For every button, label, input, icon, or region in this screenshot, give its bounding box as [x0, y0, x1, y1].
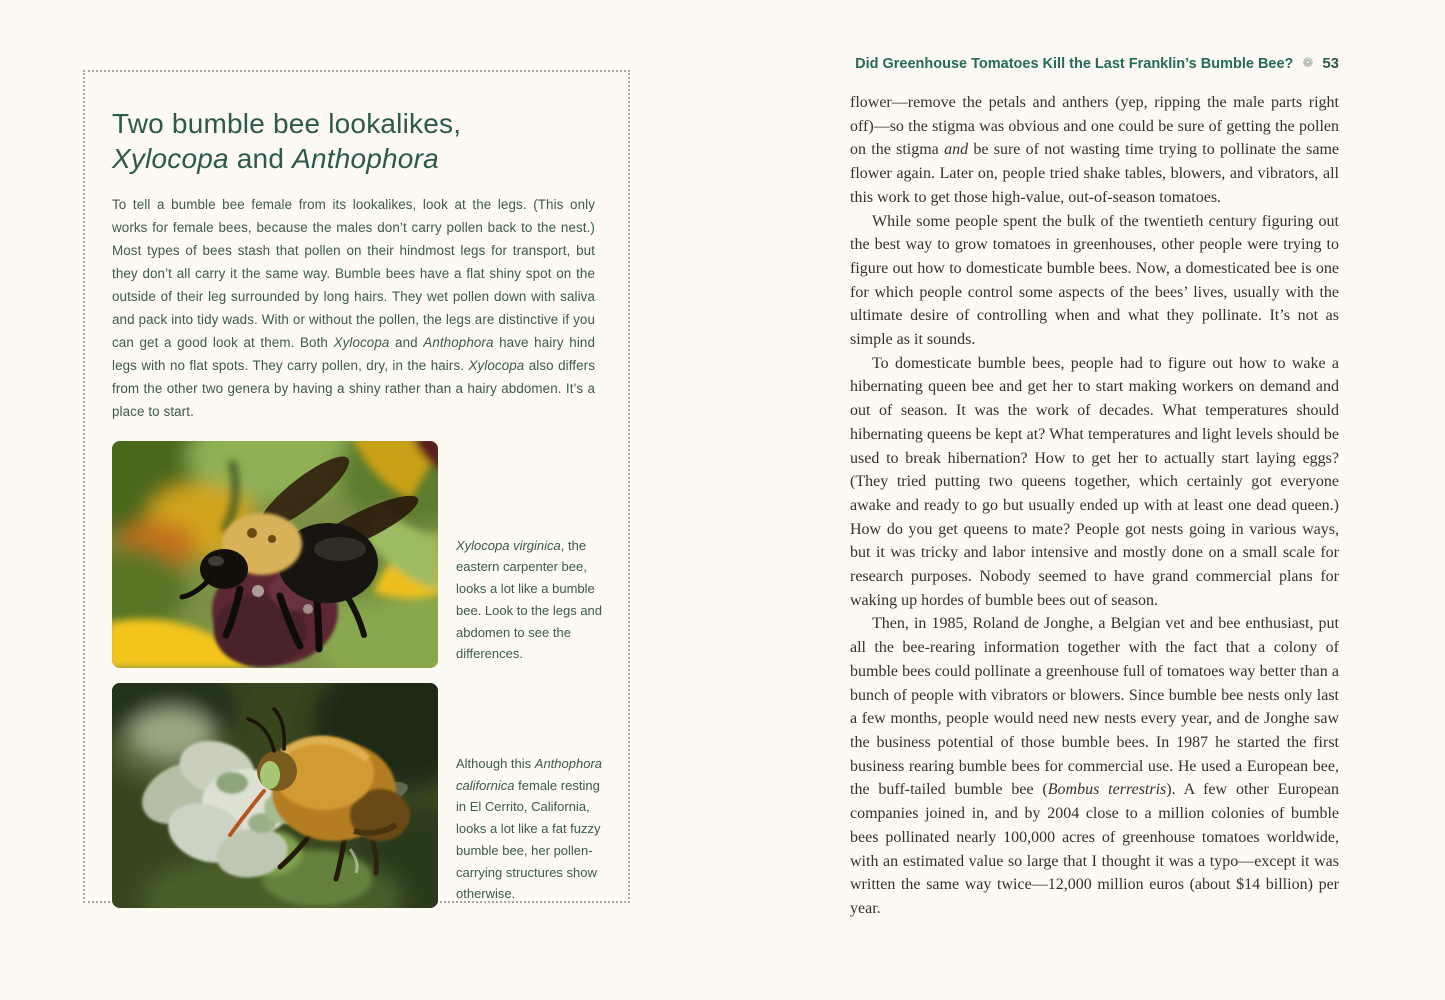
page-number: 53 — [1322, 55, 1339, 72]
photo-caption-anthophora: Although this Anthophora californica female resting in El Cerrito, California, looks a lot like a fat fuzzy bumble bee, her pollen-carrying structures show otherwise. — [456, 756, 603, 902]
running-header-title: Did Greenhouse Tomatoes Kill the Last Franklin’s Bumble Bee? — [855, 56, 1294, 72]
paragraph-4: Then, in 1985, Roland de Jonghe, a Belgian vet and bee enthusiast, put all the bee-rearing information together with the fact that a colony of bumble bees could pollinate a greenhouse full of tomatoes way better than a bunch of people with vibrators or blowers. Since bumble bee nests only last a few months, people would need new nests every year, and de Jonghe saw the business potential of those bumble bees. In 1987 he started the first business rearing bumble bees for commercial use. He used a European bee, the buff-tailed bumble bee (Bombus terrestris). A few other European companies joined in, and by 2004 close to a million colonies of bumble bees pollinated nearly 100,000 acres of greenhouse tomatoes worldwide, with an estimated value so large that I thought it was a typo—except it was written the same way twice—12,000 million euros (about $14 billion) per year. — [850, 615, 1339, 917]
photo-caption-xylocopa: Xylocopa virginica, the eastern carpenter bee, looks a lot like a bumble bee. Look to the legs and abdomen to see the differences. — [456, 537, 603, 662]
photo-row-anthophora — [112, 683, 612, 908]
box-title-line2: Xylocopa and Anthophora — [112, 143, 439, 174]
paragraph-2: While some people spent the bulk of the twentieth century figuring out the best way to grow tomatoes in greenhouses, other people were trying to figure out how to domesticate bumble bees. Now, a domesticated bee is one for which people control some aspects of the bees’ lives, usually with the ultimate desire of controlling when and what they pollinate. It’s not as simple as it sounds. — [850, 212, 1339, 349]
right-page — [850, 55, 1339, 921]
photo-anthophora-californica — [112, 683, 438, 908]
photo-xylocopa-virginica — [112, 441, 438, 668]
box-body-text: To tell a bumble bee female from its lookalikes, look at the legs. (This only works for female bees, because the males don’t carry pollen back to the nest.) Most types of bees stash that pollen on their hindmost legs for transport, but they don’t all carry it the same way. Bumble bees have a flat shiny spot on the outside of their leg surrounded by long hairs. They wet pollen down with saliva and pack into tidy wads. With or without the pollen, the legs are distinctive if you can get a good look at them. Both Xylocopa and Anthophora have hairy hind legs with no flat spots. They carry pollen, dry, in the hairs. Xylocopa also differs from the other two genera by having a shiny rather than a hairy abdomen. It’s a place to start. — [112, 197, 596, 419]
body-text-column — [850, 91, 1339, 921]
paragraph-3: To domesticate bumble bees, people had to figure out how to wake a hibernating queen bee and get her to start making workers on demand and out of season. It was the work of decades. What temperatures should hibernating queens be kept at? What temperatures and light levels should be used to break hibernation? How to get her to actually start laying eggs? (They tried putting two queens together, which certainly got everyone awake and ready to go but usually ended up with at least one dead queen.) How do you get queens to mate? People got nests going in various ways, but it was tricky and labor intensive and mostly done on a small scale for research purposes. Nobody seemed to have grand commercial plans for waking up hordes of bumble bees out of season. — [850, 354, 1339, 609]
box-title-line1: Two bumble bee lookalikes, — [112, 108, 462, 139]
photo-row-xylocopa — [112, 441, 612, 668]
paragraph-1: flower—remove the petals and anthers (yep, ripping the male parts right off)—so the stigma was obvious and one could be sure of getting the pollen on the stigma and be sure of not wasting time trying to pollinate the same flower again. Later on, people tried shake tables, blowers, and vibrators, all this work to get those high-value, out-of-season tomatoes. — [850, 94, 1339, 206]
box-title — [112, 106, 612, 176]
flower-ornament-icon: ❁ — [1302, 55, 1314, 70]
running-header — [850, 55, 1339, 72]
lookalikes-info-box — [83, 70, 630, 903]
